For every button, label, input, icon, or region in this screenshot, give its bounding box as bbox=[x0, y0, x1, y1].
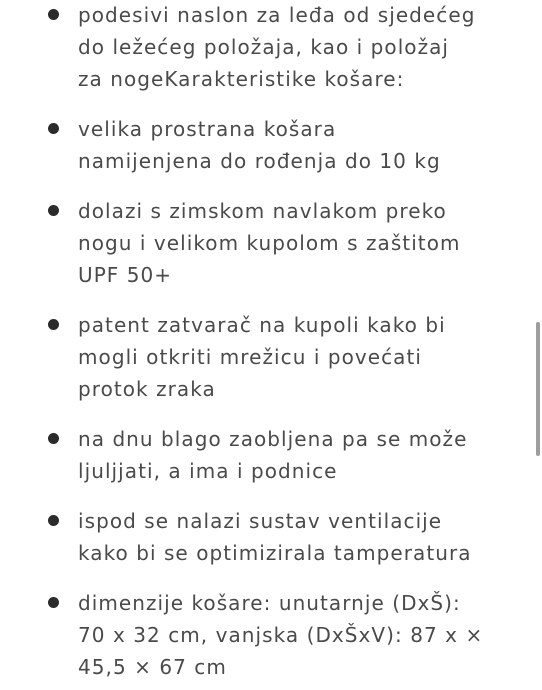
list-item-line: 70 x 32 cm, vanjska (DxŠxV): 87 x × bbox=[78, 623, 484, 647]
list-item-line: patent zatvarač na kupoli kako bi bbox=[78, 313, 446, 337]
list-item-line: dolazi s zimskom navlakom preko bbox=[78, 199, 447, 223]
list-item-line: za nogeKarakteristike košare: bbox=[78, 67, 405, 91]
list-item bbox=[0, 423, 542, 487]
list-item-line: na dnu blago zaobljena pa se može bbox=[78, 427, 468, 451]
list-item-line: 45,5 × 67 cm bbox=[78, 655, 227, 679]
list-item-line: mogli otkriti mrežicu i povećati bbox=[78, 345, 422, 369]
list-item bbox=[0, 505, 542, 569]
scrollbar-thumb[interactable] bbox=[536, 322, 540, 456]
list-item-line: velika prostrana košara bbox=[78, 117, 337, 141]
list-item bbox=[0, 309, 542, 405]
list-item-line: dimenzije košare: unutarnje (DxŠ): bbox=[78, 591, 461, 615]
bullet-dot-icon bbox=[48, 319, 59, 330]
bullet-dot-icon bbox=[48, 9, 59, 20]
list-item-line: podesivi naslon za leđa od sjedećeg bbox=[78, 3, 476, 27]
list-item-line: do ležećeg položaja, kao i položaj bbox=[78, 35, 450, 59]
bullet-dot-icon bbox=[48, 205, 59, 216]
list-item-line: namijenjena do rođenja do 10 kg bbox=[78, 149, 441, 173]
bullet-dot-icon bbox=[48, 515, 59, 526]
list-item-line: UPF 50+ bbox=[78, 263, 173, 287]
bullet-dot-icon bbox=[48, 123, 59, 134]
list-item-line: ispod se nalazi sustav ventilacije bbox=[78, 509, 443, 533]
list-item-line: protok zraka bbox=[78, 377, 216, 401]
list-item bbox=[0, 587, 542, 683]
list-item bbox=[0, 113, 542, 177]
list-item-line: kako bi se optimizirala tamperatura bbox=[78, 541, 472, 565]
bullet-dot-icon bbox=[48, 597, 59, 608]
list-item-line: nogu i velikom kupolom s zaštitom bbox=[78, 231, 461, 255]
list-item bbox=[0, 195, 542, 291]
bullet-dot-icon bbox=[48, 433, 59, 444]
list-item bbox=[0, 0, 542, 95]
list-item-line: ljuljjati, a ima i podnice bbox=[78, 459, 338, 483]
